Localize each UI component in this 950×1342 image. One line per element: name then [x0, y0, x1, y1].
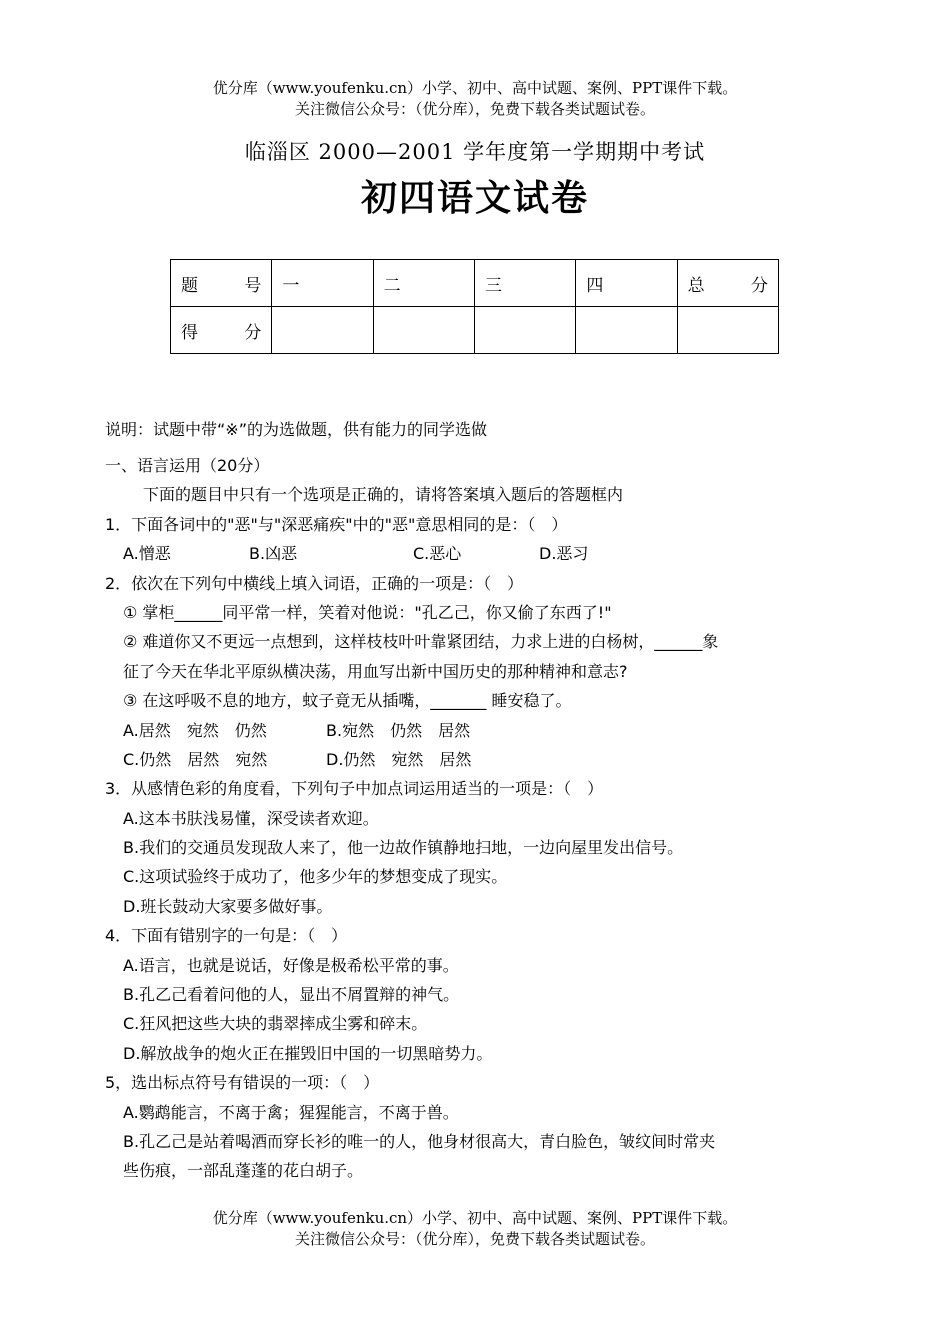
q5-option-a[interactable]: A.鹦鹉能言，不离于禽；猩猩能言，不离于兽。 [123, 1102, 459, 1122]
exam-note: 说明：试题中带“※”的为选做题，供有能力的同学选做 [105, 420, 487, 439]
exam-title: 初四语文试卷 [360, 178, 589, 219]
score-input-2[interactable] [373, 307, 474, 354]
q1-options [105, 539, 865, 568]
score-cell-label: 题 号 [171, 260, 272, 307]
q2-options-cd [105, 745, 865, 774]
score-input-total[interactable] [677, 307, 778, 354]
q3-option-d[interactable]: D.班长鼓动大家要多做好事。 [123, 896, 333, 916]
q2-option-a[interactable]: A.居然 宛然 仍然 [123, 720, 267, 740]
q1-option-b[interactable]: B.凶恶 [249, 544, 298, 564]
score-table [170, 259, 779, 354]
q5-option-b-line1[interactable]: B.孔乙己是站着喝酒而穿长衫的唯一的人，他身材很高大，青白脸色，皱纹间时常夹 [123, 1131, 716, 1151]
q2-sentence-3: ③ 在这呼吸不息的地方，蚊子竟无从插嘴，_______ 睡安稳了。 [123, 691, 572, 711]
q1-option-c[interactable]: C.恶心 [413, 544, 462, 564]
q2-sentence-2a: ② 难道你又不更远一点想到，这样枝枝叶叶靠紧团结，力求上进的白杨树，______象 [123, 632, 719, 652]
score-cell-4: 四 [576, 260, 677, 307]
q4-option-d[interactable]: D.解放战争的炮火正在摧毁旧中国的一切黑暗势力。 [123, 1043, 493, 1063]
footer-line-1: 优分库（www.youfenku.cn）小学、初中、高中试题、案例、PPT课件下载。 [212, 1209, 738, 1227]
q5-stem: 5，选出标点符号有错误的一项：（ ） [105, 1073, 380, 1093]
q3-option-b[interactable]: B.我们的交通员发现敌人来了，他一边故作镇静地扫地，一边向屋里发出信号。 [123, 838, 684, 858]
score-input-4[interactable] [576, 307, 677, 354]
q1-option-d[interactable]: D.恶习 [539, 544, 589, 564]
score-row-label: 得 分 [171, 307, 272, 354]
q2-option-c[interactable]: C.仍然 居然 宛然 [123, 749, 268, 769]
q1-stem: 1．下面各词中的"恶"与"深恶痛疾"中的"恶"意思相同的是：（ ） [105, 514, 568, 534]
score-cell-2: 二 [373, 260, 474, 307]
exam-subtitle: 临淄区 2000—2001 学年度第一学期期中考试 [244, 140, 706, 164]
score-input-3[interactable] [474, 307, 575, 354]
q5-option-b-line2[interactable]: 些伤痕，一部乱蓬蓬的花白胡子。 [123, 1161, 364, 1181]
score-cell-3: 三 [474, 260, 575, 307]
header-line-1: 优分库（www.youfenku.cn）小学、初中、高中试题、案例、PPT课件下载。 [212, 79, 738, 97]
q2-options-ab [105, 716, 865, 745]
section-heading: 一、语言运用（20分） [105, 456, 270, 475]
q1-option-a[interactable]: A.憎恶 [123, 544, 171, 564]
q2-option-b[interactable]: B.宛然 仍然 居然 [326, 720, 471, 740]
q3-option-a[interactable]: A.这本书肤浅易懂，深受读者欢迎。 [123, 808, 379, 828]
section-1 [105, 451, 865, 1186]
footer-line-2: 关注微信公众号：（优分库），免费下载各类试题试卷。 [294, 1230, 655, 1248]
score-cell-1: 一 [272, 260, 373, 307]
q4-option-b[interactable]: B.孔乙己看着问他的人，显出不屑置辩的神气。 [123, 985, 460, 1005]
q2-sentence-2b: 征了今天在华北平原纵横决荡，用血写出新中国历史的那种精神和意志? [123, 661, 628, 681]
q4-option-a[interactable]: A.语言，也就是说话，好像是极希松平常的事。 [123, 955, 459, 975]
header-line-2: 关注微信公众号：（优分库），免费下载各类试题试卷。 [294, 100, 655, 118]
q3-stem: 3．从感情色彩的角度看，下列句子中加点词运用适当的一项是：（ ） [105, 779, 604, 799]
score-cell-total: 总 分 [677, 260, 778, 307]
q3-option-c[interactable]: C.这项试验终于成功了，他多少年的梦想变成了现实。 [123, 867, 508, 887]
score-table-score-row [171, 307, 779, 354]
score-input-1[interactable] [272, 307, 373, 354]
q2-stem: 2．依次在下列句中横线上填入词语，正确的一项是：（ ） [105, 573, 524, 593]
q4-stem: 4．下面有错别字的一句是：（ ） [105, 926, 348, 946]
q2-option-d[interactable]: D.仍然 宛然 居然 [326, 749, 472, 769]
q2-sentence-1: ① 掌柜______同平常一样，笑着对他说："孔乙己，你又偷了东西了!" [123, 602, 612, 622]
q4-option-c[interactable]: C.狂风把这些大块的翡翠摔成尘雾和碎末。 [123, 1014, 428, 1034]
score-table-header-row [171, 260, 779, 307]
section-instruction: 下面的题目中只有一个选项是正确的，请将答案填入题后的答题框内 [143, 485, 624, 505]
